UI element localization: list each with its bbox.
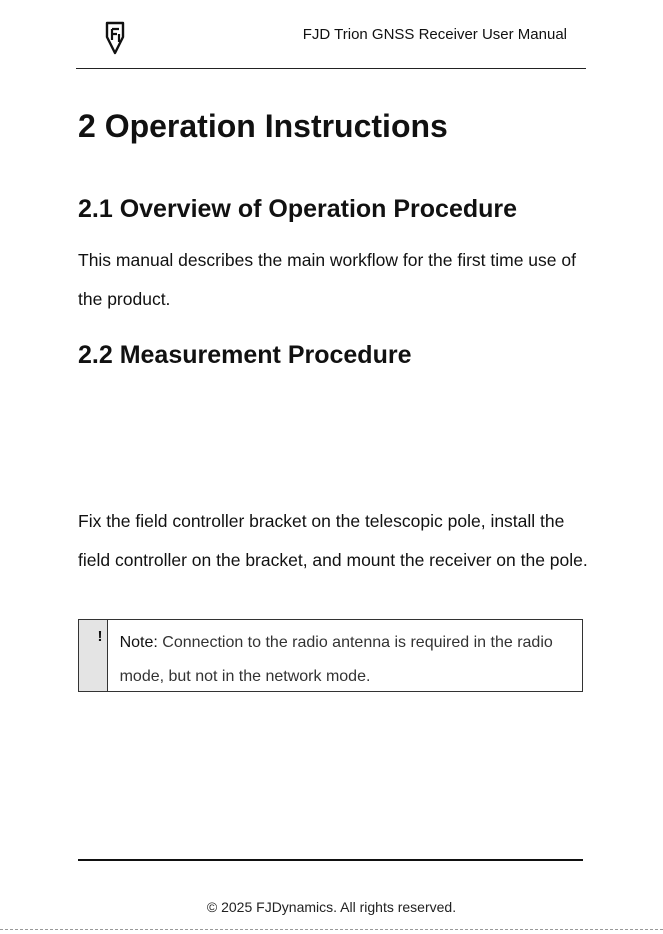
- header-divider: [76, 68, 586, 69]
- overview-paragraph: This manual describes the main workflow for the first time use of the product.: [78, 250, 576, 309]
- chapter-title: 2 Operation Instructions: [78, 108, 448, 144]
- section-heading-measurement: 2.2 Measurement Procedure: [78, 341, 412, 369]
- measurement-paragraph: Fix the field controller bracket on the telescopic pole, install the field controller on the bracket, and mount the receiver on the pole.: [78, 511, 588, 570]
- page-edge-divider: [0, 929, 663, 930]
- header-title: FJD Trion GNSS Receiver User Manual: [302, 26, 567, 43]
- note-text: [108, 620, 582, 691]
- note-label: Note:: [119, 634, 158, 651]
- note-body: Connection to the radio antenna is required in the radio mode, but not in the network mode.: [119, 634, 553, 685]
- copyright-text: © 2025 FJDynamics. All rights reserved.: [206, 899, 457, 915]
- section-heading-overview: 2.1 Overview of Operation Procedure: [78, 195, 518, 223]
- note-box: [78, 619, 583, 692]
- footer-divider: [78, 859, 583, 861]
- exclamation-icon: !: [97, 628, 103, 645]
- note-icon-cell: [79, 620, 108, 691]
- fjd-logo-icon: [104, 20, 126, 56]
